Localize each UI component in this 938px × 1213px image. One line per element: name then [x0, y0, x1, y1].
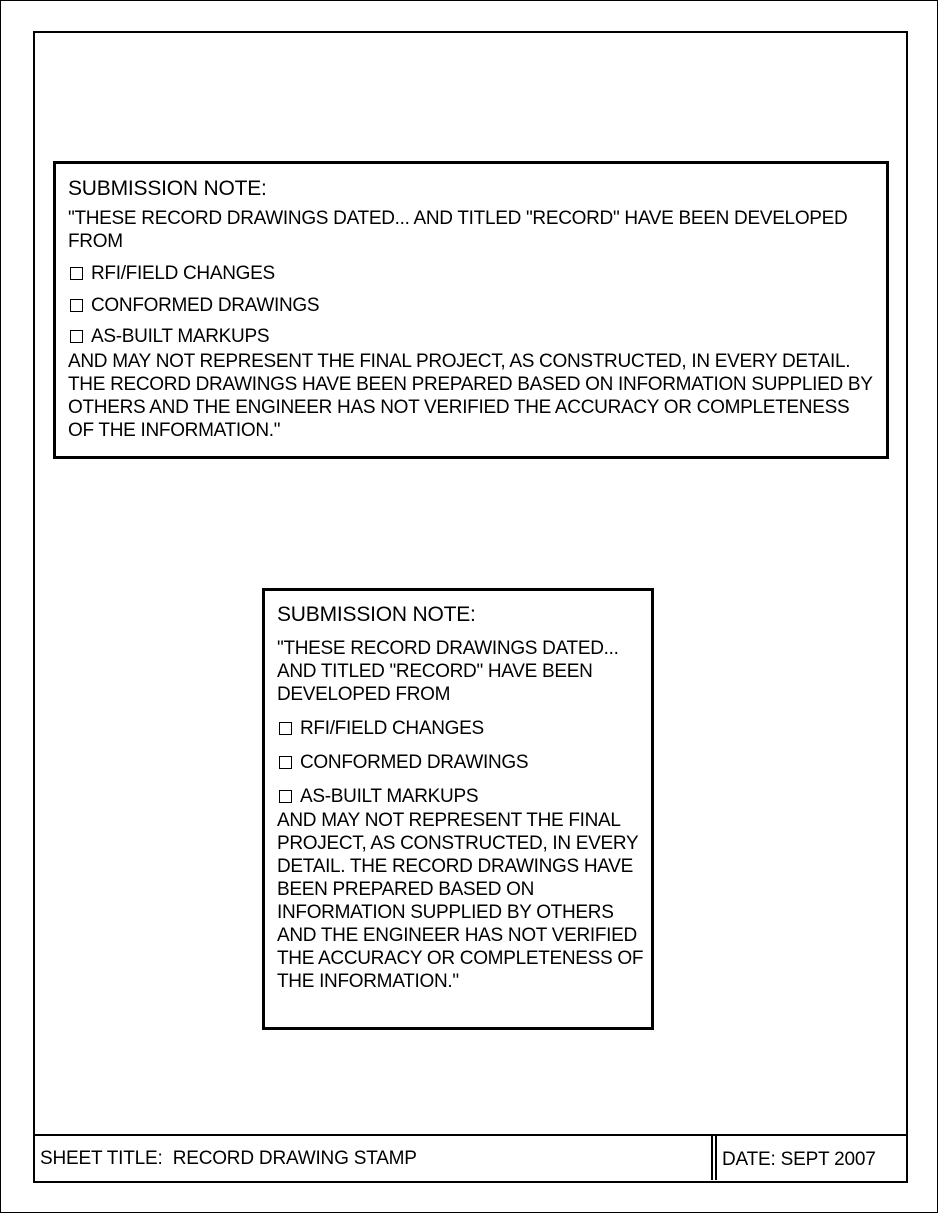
stamp-quote: "THESE RECORD DRAWINGS DATED... AND TITLED "RECORD" HAVE BEEN DEVELOPED FROM — [277, 638, 619, 705]
option-as-built-markups[interactable] — [68, 325, 874, 348]
title-block-divider — [33, 1134, 906, 1136]
stamp-title: SUBMISSION NOTE: — [68, 177, 267, 200]
checkbox-icon[interactable] — [70, 330, 83, 343]
option-label: CONFORMED DRAWINGS — [91, 295, 320, 316]
title-block-separator — [711, 1135, 713, 1180]
option-label: RFI/FIELD CHANGES — [91, 263, 275, 284]
option-label: AS-BUILT MARKUPS — [300, 786, 479, 807]
stamp-quote: "THESE RECORD DRAWINGS DATED... AND TITLED "RECORD" HAVE BEEN DEVELOPED FROM — [68, 208, 848, 252]
stamp-disclaimer: AND MAY NOT REPRESENT THE FINAL PROJECT, AS CONSTRUCTED, IN EVERY DETAIL. THE RECORD DRAWINGS HAVE BEEN PREPARED BASED ON INFORMATION SUPPLIED BY OTHERS AND THE ENGINEER HAS NOT VERIFIED THE ACCURACY OR COMPLETENESS OF THE INFORMATION." — [277, 810, 644, 992]
checkbox-icon[interactable] — [279, 790, 292, 803]
option-label: AS-BUILT MARKUPS — [91, 326, 270, 347]
checkbox-icon[interactable] — [70, 267, 83, 280]
option-conformed-drawings[interactable] — [277, 751, 651, 774]
checkbox-icon[interactable] — [70, 299, 83, 312]
stamp-title: SUBMISSION NOTE: — [277, 603, 476, 626]
option-rfi-field-changes[interactable] — [68, 262, 874, 285]
option-as-built-markups[interactable] — [277, 785, 651, 808]
submission-stamp-narrow — [262, 588, 654, 1030]
checkbox-icon[interactable] — [279, 722, 292, 735]
stamp-disclaimer: AND MAY NOT REPRESENT THE FINAL PROJECT, AS CONSTRUCTED, IN EVERY DETAIL. THE RECORD DRAWINGS HAVE BEEN PREPARED BASED ON INFORMATION SUPPLIED BY OTHERS AND THE ENGINEER HAS NOT VERIFIED THE ACCURACY OR COMPLETENESS OF THE INFORMATION." — [68, 351, 873, 441]
option-label: CONFORMED DRAWINGS — [300, 752, 529, 773]
option-label: RFI/FIELD CHANGES — [300, 718, 484, 739]
checkbox-icon[interactable] — [279, 756, 292, 769]
option-rfi-field-changes[interactable] — [277, 717, 651, 740]
option-conformed-drawings[interactable] — [68, 294, 874, 317]
sheet-title: SHEET TITLE: RECORD DRAWING STAMP — [40, 1148, 417, 1169]
sheet-date: DATE: SEPT 2007 — [722, 1149, 876, 1170]
title-block-separator — [715, 1135, 717, 1180]
submission-stamp-wide — [53, 161, 889, 459]
